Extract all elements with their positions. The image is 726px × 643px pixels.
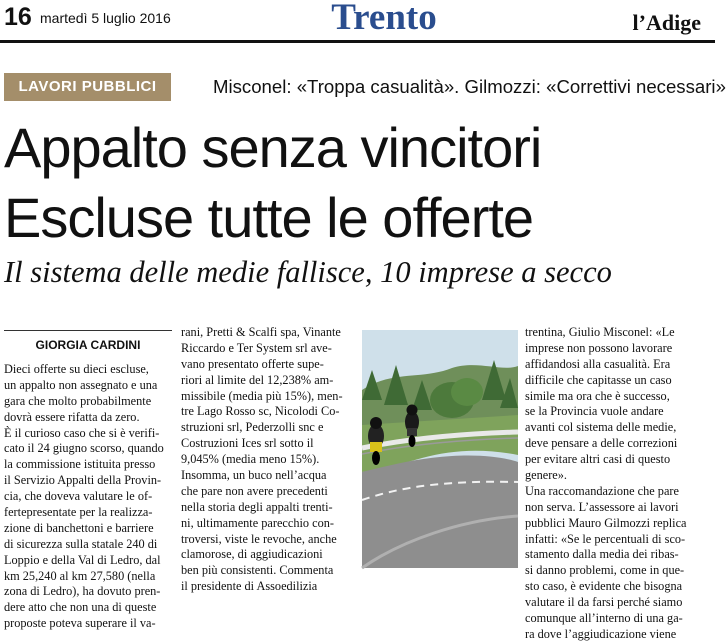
article-photo bbox=[362, 330, 518, 568]
category-tag: LAVORI PUBBLICI bbox=[4, 73, 171, 101]
issue-date: martedì 5 luglio 2016 bbox=[40, 10, 171, 26]
article-line: la commissione istituita presso bbox=[4, 457, 156, 472]
article-line: di sicurezza sulla statale 240 di bbox=[4, 536, 158, 551]
article-line: trentina, Giulio Misconel: «Le bbox=[525, 325, 675, 339]
article-line: troversi, viste le revoche, anche bbox=[181, 531, 337, 546]
article-column-1 bbox=[4, 362, 174, 631]
article-line: Dieci offerte su dieci escluse, bbox=[4, 362, 149, 376]
article-line: che pare non avere precedenti bbox=[181, 483, 328, 498]
article-line: cia, che doveva valutare le of- bbox=[4, 489, 153, 504]
article-line: valutare il da farsi perché siamo bbox=[525, 595, 683, 610]
article-line: se la Provincia vuole andare bbox=[525, 404, 664, 419]
article-line: vano presentato offerte supe- bbox=[181, 356, 324, 371]
article-line: dovrà essere rifatta da zero. bbox=[4, 409, 140, 424]
byline: GIORGIA CARDINI bbox=[35, 338, 141, 352]
article-line: stamento dalla media dei ribas- bbox=[525, 547, 679, 562]
article-line: cato il 24 giugno scorso, quando bbox=[4, 441, 164, 456]
article-line: il presidente di Assoedilizia bbox=[181, 579, 318, 594]
article-line: affidandosi alla casualità. Era bbox=[525, 356, 671, 371]
article-line: dere atto che non una di queste bbox=[4, 600, 157, 615]
page-number: 16 bbox=[4, 3, 32, 31]
article-line: sto caso, è evidente che bisogna bbox=[525, 579, 683, 594]
newspaper-brand: l’Adige bbox=[632, 10, 701, 35]
article-line: deve pensare a delle correzioni bbox=[525, 436, 678, 451]
motorcycle-road-photo bbox=[362, 330, 518, 568]
article-line: Una raccomandazione che pare bbox=[525, 483, 679, 498]
article-line: zione di banchettoni e barriere bbox=[4, 520, 154, 535]
article-line: ben più consistenti. Commenta bbox=[181, 563, 334, 578]
article-line: comunque all’interno di una ga- bbox=[525, 611, 683, 626]
article-line: un appalto non assegnato e una bbox=[4, 377, 158, 392]
byline-rule bbox=[4, 330, 172, 331]
article-line: Costruzioni Ices srl sotto il bbox=[181, 436, 314, 451]
article-line: riori al limite del 12,238% am- bbox=[181, 372, 334, 387]
article-line: difficile che capitasse un caso bbox=[525, 372, 672, 387]
article-line: fertepresentate per la realizza- bbox=[4, 505, 153, 520]
article-line: simile ma ora che è successo, bbox=[525, 388, 670, 403]
article-line: Insomma, un buco nell’acqua bbox=[181, 468, 327, 483]
article-line: missibile (media più 15%), men- bbox=[181, 388, 343, 403]
article-line: avanti col sistema delle medie, bbox=[525, 420, 677, 435]
article-line: pubblici Mauro Gilmozzi replica bbox=[525, 515, 687, 530]
article-line: imprese non possono lavorare bbox=[525, 340, 673, 355]
article-line: proposte poteva superare il va- bbox=[4, 616, 156, 631]
article-column-3 bbox=[525, 325, 710, 641]
article-line: km 25,240 al km 27,580 (nella bbox=[4, 568, 156, 583]
subheadline: Il sistema delle medie fallisce, 10 imprese a secco bbox=[4, 255, 612, 289]
article-line: si danno problemi, come in que- bbox=[525, 563, 685, 578]
headline-line-2: Escluse tutte le offerte bbox=[4, 186, 534, 249]
article-line: È il curioso caso che si è verifi- bbox=[4, 425, 160, 440]
article-line: clamorose, di aggiudicazioni bbox=[181, 547, 323, 562]
article-line: ni, ultimamente parecchio con- bbox=[181, 515, 334, 530]
article-line: Loppio e della Val di Ledro, dal bbox=[4, 552, 161, 567]
article-line: struzioni srl, Pederzolli snc e bbox=[181, 420, 324, 435]
article-line: tre Lago Rosso sc, Nicolodi Co- bbox=[181, 404, 340, 419]
article-line: ra dove l’aggiudicazione viene bbox=[525, 626, 677, 641]
article-line: il Servizio Appalti della Provin- bbox=[4, 473, 162, 488]
article-line: non serva. L’assessore ai lavori bbox=[525, 499, 679, 514]
headline-line-1: Appalto senza vincitori bbox=[4, 116, 542, 179]
article-line: genere». bbox=[525, 468, 567, 483]
article-column-2 bbox=[181, 325, 354, 594]
kicker-text: Misconel: «Troppa casualità». Gilmozzi: «Correttivi necessari» bbox=[213, 76, 726, 97]
article-line: zona di Ledro), ha dovuto pren- bbox=[4, 584, 161, 599]
article-line: per evitare altri casi di questo bbox=[525, 452, 671, 467]
article-line: gara che molto probabilmente bbox=[4, 393, 152, 408]
article-line: 9,045% (media meno 15%). bbox=[181, 452, 320, 467]
article-line: nella storia degli appalti trenti- bbox=[181, 499, 333, 514]
article-line: infatti: «Se le percentuali di sco- bbox=[525, 531, 686, 546]
article-line: Riccardo e Ter System srl ave- bbox=[181, 340, 332, 355]
article-line: rani, Pretti & Scalfi spa, Vinante bbox=[181, 325, 341, 339]
header-rule bbox=[0, 40, 715, 43]
section-title: Trento bbox=[331, 0, 437, 38]
